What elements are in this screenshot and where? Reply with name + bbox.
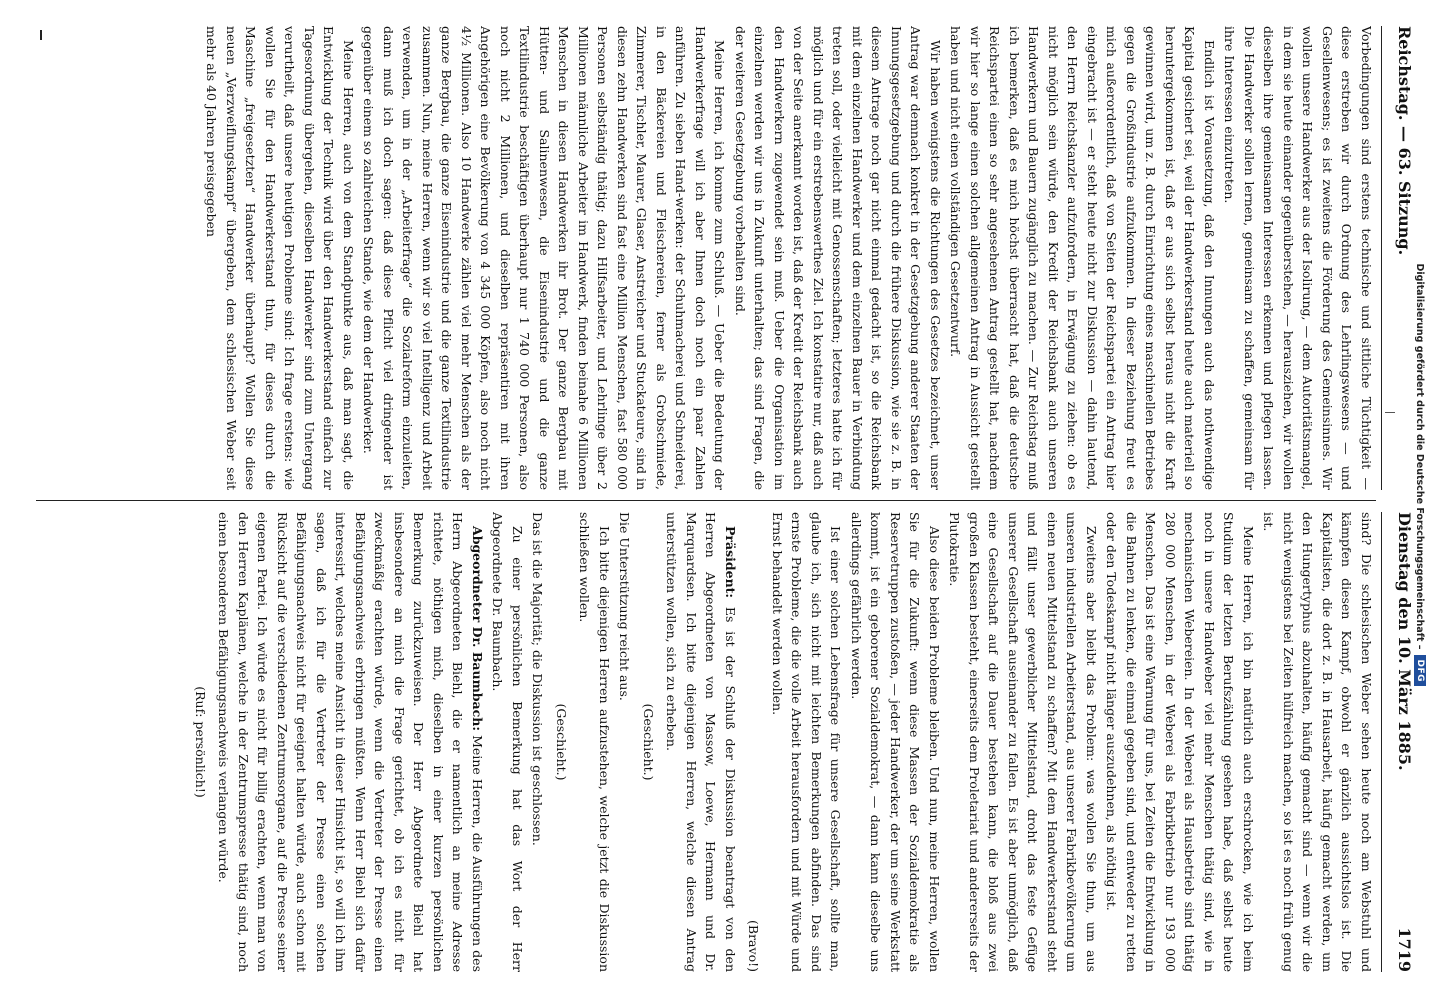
running-head-date: Dienstag den 10. März 1885. <box>1395 512 1415 771</box>
paragraph: Die Unterstützung reicht aus. <box>617 512 633 701</box>
speaker-name: Präsident: <box>723 526 738 599</box>
speaker-name: Abgeordneter Dr. Baumbach: <box>470 526 485 731</box>
page-number: 1719 <box>1395 927 1415 972</box>
paragraph: Meine Herren, ich bin natürlich auch erschrocken, wie ich beim Studium der letzten Berufszählung gesehen habe, daß selbst heute noch in unsere Handweber viel mehr Menschen thätig sind, wie in mechanischen Webereien. In der Weberei als Hausbetrieb sind thätig 280 000 Menschen, in der Weberei als Fabrikbetrieb nur 193 000 Menschen. Das ist eine Warnung für uns, bei Zeiten die Entwicklung in die Bahnen zu lenken, die einmal gegeben sind, und entweder zu retten oder den Todeskampf nicht länger auszudehnen, als nöthig ist. <box>1104 512 1256 972</box>
paragraph: (Bravo!) <box>746 920 762 972</box>
paragraph <box>214 512 487 972</box>
paragraph: (Ruf: persönlich!) <box>193 686 208 798</box>
paragraph: Ist einer solchen Lebensfrage für unsere Gesellschaft, sollte man, glaube ich, sich nicht mit leichten Bemerkungen abfinden. Das sind ernste Probleme, die die volle Arbeit herausfordern und mit Würde und Ernst behandelt werden wollen. <box>770 512 844 972</box>
paragraph: Zweitens aber bleibt das Problem: was wollen Sie thun, um aus unseren industriellen Arbeiterstand, aus unserer Fabrikbevölkerung um einen neuen Mittelstand zu schaffen? Mit dem Handwerkerstand steht und fällt unser gewerblicher Mittelstand, droht das feste Gefüge unserer Gesellschaft auseinander zu fallen. Es ist aber unmöglich, daß eine Gesellschaft auf die Dauer bestehen kann, die bloß aus zwei großen Klassen besteht, einerseits dem Proletariat und andererseits der Plutokratie. <box>947 512 1099 972</box>
paragraph: sind? Die schlesischen Weber sehen heute noch am Webstuhl und kämpfen diesen Kampf, obwohl er gänzlich aussichtslos ist. Die Kapitalisten, die dort z. B. in Hausarbeit, häufig gemacht werden, um den Hungertyphus abzuhalten, häufig gemacht sind — wenn wir die nicht wenigstens bei Zeiten hülfreich machen, so ist es noch früh genug ist. <box>1261 512 1374 972</box>
paragraph: Endlich ist Vorausetzung, daß den Innungen auch das nothwendige Kapital gesichert sei, weil der Handwerkerstand heute auch materiell so heruntergekommen ist, daß er aus sich selbst heraus nicht die Kraft gewinnen wird, um z. B. durch Einrichtung eines maschinellen Betriebes gegen die Großindustrie aufzukommen. In dieser Beziehung freut es mich außerordentlich, daß von Seiten der Reichspartei ein Antrag hier eingebracht ist — er steht heute nicht zur Diskussion — dahin lautend, den Herrn Reichskanzler aufzufordern, in Erwägung zu ziehen: ob es nicht möglich sein würde, den Kredit der Reichsbank auch unseren Handwerkern und Bauern zugänglich zu machen. — Zur Reichstag muß ich bemerken, daß es mich höchst überrascht hat, daß die deutsche Reichspartei einen so sehr angesehenen Antrag gestellt hat, nachdem wir hier so lange einen solchen allgemeinen Antrag in Aussicht gestellt haben und nicht einen vollständigen Gesetzentwurf. <box>948 26 1217 490</box>
paragraph: Das ist die Majorität; die Diskussion ist geschlossen. <box>530 512 546 846</box>
dfg-logo: DFG <box>1414 655 1426 686</box>
column-rule <box>36 500 1376 501</box>
text-column-right <box>30 512 1376 972</box>
paragraph: Meine Herren, ich komme zum Schluß. — Ueber die Bedeutung der Handwerkerfrage will ich aber Ihnen doch noch ein paar Zahlen anführen. Zu sieben Hand-werken: der Schuhmacherei und Schneiderei, in den Bäckereien und Fleischereien, ferner als Grobschmiede, Zimmerer, Tischler, Maurer, Glaser, Anstreicher und Stuckateure, sind in diesen zehn Handwerken sind fast eine Million Menschen, fast 580 000 Personen selbständig thätig; dazu Hilfsarbeiter, und Lehrlinge über 2 Millionen männliche Arbeiter im Handwerk, finden beinahe 6 Millionen Menschen in diesen Handwerken ihr Brot. Der ganze Bergbau mit Hütten- und Salinenwesen, die Eisenindustrie und die ganze Textilindustrie beschäftigen überhaupt nur 1 740 000 Personen, also noch nicht 2 Millionen, und dieselben repräsentiren mit ihren Angehörigen eine Bevölkerung von 4 345 000 Köpfen, also noch nicht 4½ Millionen. Also 10 Handwerke zählen viel mehr Menschen als der ganze Bergbau, die ganze Eisenindustrie und die ganze Textilindustrie zusammen. Nun, meine Herren, wenn wir so viel Intelligenz und Arbeit verwenden, um in der „Arbeiterfrage“ die Sozialreform einzuleiten, dann muß ich doch sagen: daß diese Pflicht viel dringender ist gegenüber einem so zahlreichen Stande, wie dem der Handwerker. <box>361 26 728 490</box>
text-column-left <box>30 26 1376 490</box>
paragraph: (Geschieht.) <box>554 703 569 781</box>
paragraph: Zu einer persönlichen Bemerkung hat das Wort der Herr Abgeordnete Dr. Baumbach. <box>490 512 525 972</box>
running-head-title: Reichstag. — 63. Sitzung. <box>1395 26 1415 256</box>
paragraph: (Geschieht.) <box>641 703 656 781</box>
speech-text: Es ist der Schluß der Diskussion beantragt von den Herren Abgeordneten von Massow, Loewe, Hermann und Dr. Marquardsen. Ich bitte diejenigen Herren, welche diesen Antrag unterstützen wollen, sich zu erheben. <box>664 512 738 972</box>
paragraph: Also diese beiden Probleme bleiben. Und nun, meine Herren, wollen Sie für die Zukunft: wenn diese Massen der Sozialdemokratie als Reservetruppen zustoßen, — jeder Handwerker, der um seine Werkstatt kommt, ist ein geborener Sozialdemokrat, — dann kann dieselbe uns allerdings gefährlich werden. <box>849 512 942 972</box>
margin-mark <box>1385 412 1395 413</box>
paragraph: Vorbedingungen sind erstens technische und sittliche Tüchtigkeit — diese erstreben wir durch Ordnung des Lehrlingswesens — und Gesellenwesens; es ist zweitens die Förderung des Gemeinsinnes. Wir wollen unsere Handwerker aus der Isolirung, — dem Autoritätsmangel, in dem sie heute einander gegenüberstehen, — herausziehen, wir wollen dieselben ihre gemeinsamen Interessen erkennen und pflegen lassen. Die Handwerker sollen lernen, gemeinsam zu schaffen, gemeinsam für ihre Interessen einzutreten. <box>1222 26 1374 490</box>
paragraph <box>662 512 740 972</box>
credit-text: Digitalisierung gefördert durch die Deutsche Forschungsgemeinschaft – <box>1414 263 1426 650</box>
speech-text: Meine Herren, die Ausführungen des Herrn Abgeordneten Biehl, die er namentlich an meine Adresse richtete, nöthigen mich, dieselben in einer kurzen persönlichen Bemerkung zurückzuweisen. Der Herr Abgeordnete Biehl hat insbesondere an mich die Frage gerichtet, ob ich es nicht für zweckmäßig erachten würde, wenn die Vertreter der Presse einen Befähigungsnachweis erbringen müßten. Wenn Herr Biehl sich dafür interessirt, welches meine Ansicht in dieser Hinsicht ist, so will ich ihm sagen, daß ich für die Vertreter der Presse einen solchen Befähigungsnachweis nicht für geeignet halten würde, auch schon mit Rücksicht auf die verschiedenen Zentrumsorgane, auf die Presse seiner eigenen Partei. Ich würde es nicht für billig erachten, wenn man von den Herren Kaplänen, welche in der Zentrumspresse thätig sind, noch einen besonderen Befähigungsnachweis verlangen würde. <box>216 512 485 972</box>
paragraph: Meine Herren, auch von dem Standpunkte aus, daß man sagt, die Entwicklung der Technik wird über den Handwerkerstand einfach zur Tagesordnung übergehen, dieselben Handwerker sind zum Untergang verurtheilt, daß unsere heutigen Probleme sind: Ich frage erstens: wie wollen Sie für den Handwerkerstand thun, für dieses durch die Maschine „freigesetzten“ Handwerker überhaupt? Wollen Sie diese neuen „Verzweiflungskampf“ übergeben, dem schlesischen Weber seit mehr als 40 Jahren preisgegeben <box>204 26 356 490</box>
margin-tick <box>40 30 42 40</box>
paragraph: Ich bitte diejenigen Herren aufzustehen, welche jetzt die Diskussion schließen wollen. <box>577 512 612 972</box>
paragraph: Wir haben wenigstens die Richtungen des Gesetzes bezeichnet, unser Antrag war demnach konkret in der Gesetzgebung anderer Staaten der Innungsgesetzgebung und durch die frühere Diskussion, wie sie z. B. in diesem Antrage noch gar nicht einmal gedacht ist, so die Reichsbank mit dem einzelnen Handwerker und dem einzelnen Bauer in Verbindung treten soll, oder vielleicht mit Genossenschaften; letzteres hatte ich für möglich und für ein erstrebenswerthes Ziel. Ich konstatire nur, daß auch von der Seite anerkannt worden ist, daß der Kredit der Reichsbank auch den Handwerkern zugewendet sein muß. Ueber die Organisation im einzelnen werden wir uns in Zukunft unterhalten; das sind Fragen, die der weiteren Gesetzgebung vorbehalten sind. <box>733 26 943 490</box>
digitization-credit <box>1412 6 1428 686</box>
